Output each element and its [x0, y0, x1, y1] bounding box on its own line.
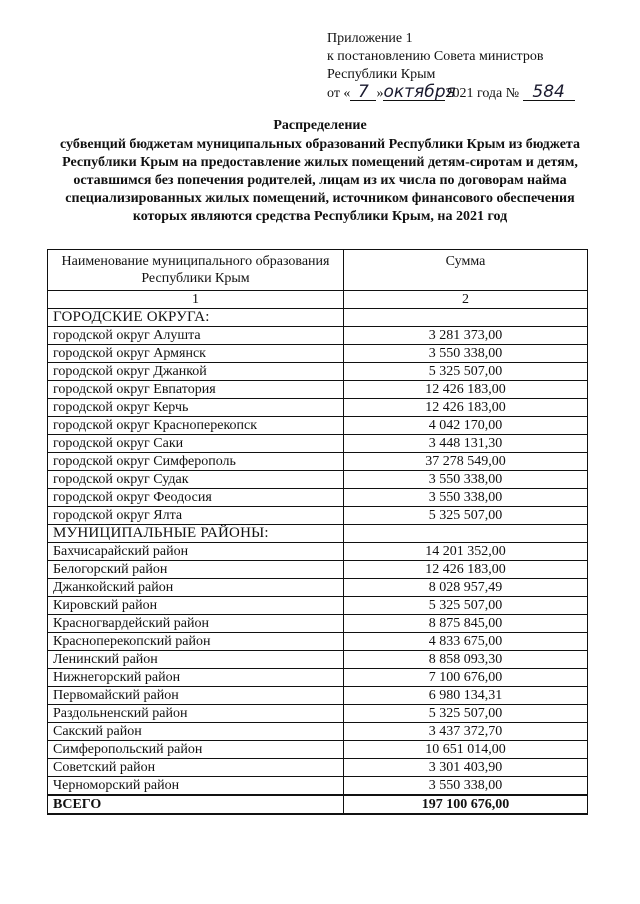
subvention-amount: 12 426 183,00 — [344, 381, 588, 399]
appendix-republic: Республики Крым — [327, 67, 436, 82]
table-row — [48, 561, 588, 579]
municipality-name: городской округ Джанкой — [48, 363, 344, 381]
municipality-name: Красногвардейский район — [48, 615, 344, 633]
table-row — [48, 453, 588, 471]
subvention-amount: 3 550 338,00 — [344, 471, 588, 489]
table-row — [48, 543, 588, 561]
table-row — [48, 417, 588, 435]
appendix-resolution: к постановлению Совета министров — [327, 49, 544, 64]
column-number-1: 1 — [48, 291, 344, 309]
document-title — [60, 117, 580, 226]
table-row — [48, 651, 588, 669]
subvention-amount: 3 448 131,30 — [344, 435, 588, 453]
table-row — [48, 435, 588, 453]
municipality-name: Кировский район — [48, 597, 344, 615]
municipality-name: городской округ Ялта — [48, 507, 344, 525]
subvention-amount: 8 028 957,49 — [344, 579, 588, 597]
distribution-table — [47, 249, 588, 815]
title-heading: Распределение — [273, 118, 367, 133]
subvention-amount: 8 858 093,30 — [344, 651, 588, 669]
subvention-amount: 5 325 507,00 — [344, 363, 588, 381]
table-row — [48, 345, 588, 363]
table-row — [48, 669, 588, 687]
table-row — [48, 687, 588, 705]
municipality-name: городской округ Красноперекопск — [48, 417, 344, 435]
section-empty-cell — [344, 309, 588, 327]
municipality-name: Сакский район — [48, 723, 344, 741]
subvention-amount: 14 201 352,00 — [344, 543, 588, 561]
municipality-name: Симферопольский район — [48, 741, 344, 759]
table-row — [48, 705, 588, 723]
subvention-amount: 5 325 507,00 — [344, 507, 588, 525]
table-row — [48, 507, 588, 525]
municipality-name: городской округ Судак — [48, 471, 344, 489]
date-day: 7 — [350, 84, 376, 101]
municipality-name: городской округ Саки — [48, 435, 344, 453]
municipality-name: Раздольненский район — [48, 705, 344, 723]
table-row — [48, 471, 588, 489]
municipality-name: Первомайский район — [48, 687, 344, 705]
subvention-amount: 3 550 338,00 — [344, 777, 588, 796]
municipality-name: Советский район — [48, 759, 344, 777]
subvention-amount: 5 325 507,00 — [344, 597, 588, 615]
municipality-name: Красноперекопский район — [48, 633, 344, 651]
subvention-amount: 3 550 338,00 — [344, 345, 588, 363]
total-amount: 197 100 676,00 — [344, 795, 588, 814]
municipality-name: Черноморский район — [48, 777, 344, 796]
municipality-name: Бахчисарайский район — [48, 543, 344, 561]
table-row — [48, 363, 588, 381]
table-row — [48, 615, 588, 633]
column-number-2: 2 — [344, 291, 588, 309]
municipality-name: Белогорский район — [48, 561, 344, 579]
municipality-name: городской округ Армянск — [48, 345, 344, 363]
table-row — [48, 777, 588, 796]
header-amount: Сумма — [344, 250, 588, 291]
total-label: ВСЕГО — [48, 795, 344, 814]
date-mid: » — [376, 86, 384, 101]
date-prefix: от « — [327, 86, 351, 101]
subvention-amount: 4 042 170,00 — [344, 417, 588, 435]
subvention-amount: 8 875 845,00 — [344, 615, 588, 633]
section-municipal-districts — [48, 525, 588, 543]
municipality-name: Джанкойский район — [48, 579, 344, 597]
table-row — [48, 579, 588, 597]
subvention-amount: 7 100 676,00 — [344, 669, 588, 687]
total-row — [48, 795, 588, 814]
table-row — [48, 759, 588, 777]
section-empty-cell — [344, 525, 588, 543]
appendix-header — [327, 30, 575, 103]
table-row — [48, 741, 588, 759]
section-label: МУНИЦИПАЛЬНЫЕ РАЙОНЫ: — [48, 525, 344, 543]
subvention-amount: 12 426 183,00 — [344, 561, 588, 579]
title-body: субвенций бюджетам муниципальных образований Республики Крым из бюджета Республики Крым на предоставление жилых помещений детям-сиротам и детям, оставшимся без попечения родителей, лицам из их числа по договорам найма специализированных жилых помещений, источником финансового обеспечения которых являются средства Республики Крым, на 2021 год — [60, 137, 580, 224]
section-urban-districts — [48, 309, 588, 327]
municipality-name: городской округ Алушта — [48, 327, 344, 345]
table-row — [48, 381, 588, 399]
appendix-date-line — [327, 84, 575, 103]
subvention-amount: 37 278 549,00 — [344, 453, 588, 471]
municipality-name: городской округ Симферополь — [48, 453, 344, 471]
subvention-amount: 3 550 338,00 — [344, 489, 588, 507]
subvention-amount: 3 437 372,70 — [344, 723, 588, 741]
table-row — [48, 723, 588, 741]
subvention-amount: 4 833 675,00 — [344, 633, 588, 651]
subvention-amount: 3 301 403,90 — [344, 759, 588, 777]
municipality-name: городской округ Феодосия — [48, 489, 344, 507]
subvention-amount: 3 281 373,00 — [344, 327, 588, 345]
subvention-amount: 10 651 014,00 — [344, 741, 588, 759]
resolution-number: 584 — [523, 84, 575, 101]
appendix-title: Приложение 1 — [327, 31, 413, 46]
table-column-numbers — [48, 291, 588, 309]
table-row — [48, 597, 588, 615]
date-year: 2021 года № — [445, 86, 520, 101]
municipality-name: Нижнегорский район — [48, 669, 344, 687]
date-month: октября — [383, 82, 456, 102]
table-row — [48, 327, 588, 345]
table-header-row — [48, 250, 588, 291]
subvention-amount: 5 325 507,00 — [344, 705, 588, 723]
subvention-amount: 12 426 183,00 — [344, 399, 588, 417]
table-row — [48, 489, 588, 507]
table-row — [48, 633, 588, 651]
municipality-name: Ленинский район — [48, 651, 344, 669]
municipality-name: городской округ Евпатория — [48, 381, 344, 399]
table-row — [48, 399, 588, 417]
municipality-name: городской округ Керчь — [48, 399, 344, 417]
section-label: ГОРОДСКИЕ ОКРУГА: — [48, 309, 344, 327]
subvention-amount: 6 980 134,31 — [344, 687, 588, 705]
header-municipality: Наименование муниципального образования Республики Крым — [48, 250, 344, 291]
